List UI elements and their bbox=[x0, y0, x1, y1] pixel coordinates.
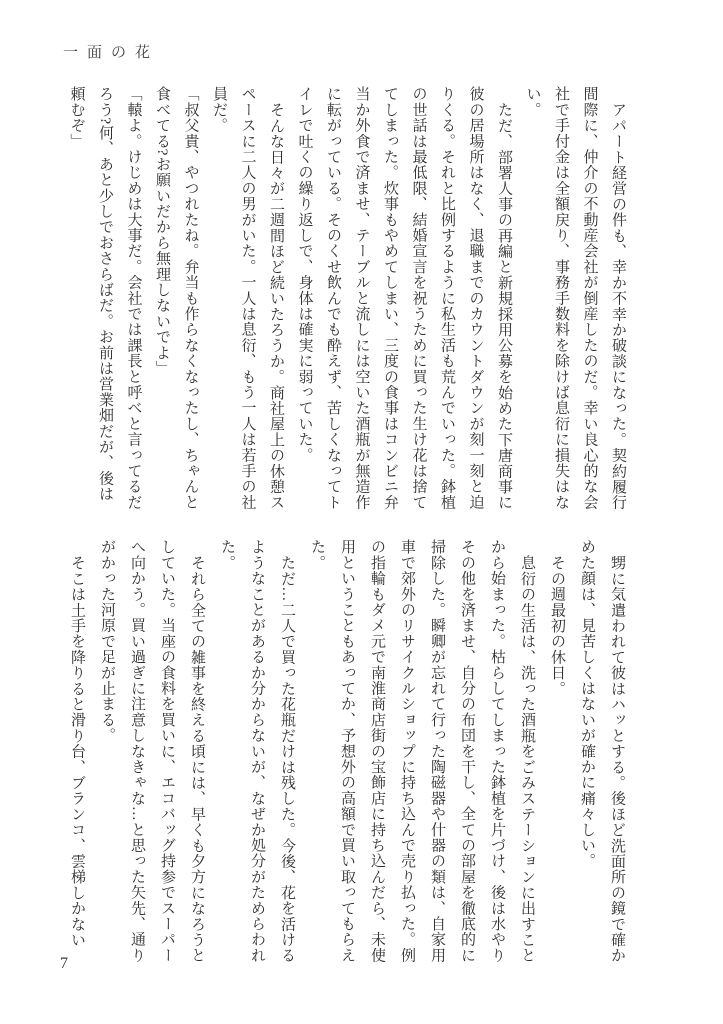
paragraph: アパート経営の件も、幸か不幸か破談になった。契約履行間際に、仲介の不動産会社が倒産したのだ。幸い良心的な会社で手付金は全額戻り、事務手数料を除けば息衍に損失はない。 bbox=[524, 86, 626, 510]
upper-text-block bbox=[62, 86, 632, 512]
paragraph: 「叔父貴、やつれたね。弁当も作らなくなったし、ちゃんと食べてる?お願いだから無理しないでよ」 bbox=[154, 86, 199, 510]
paragraph: 甥に気遣われて彼はハッとする。後ほど洗面所の鏡で確かめた顔は、見苦しくはないが確かに痛々しい。 bbox=[579, 539, 625, 963]
running-header-title: 一面の花 bbox=[63, 45, 160, 61]
paragraph: 「轅よ。けじめは大事だ。会社では課長と呼べと言ってるだろう?何、あと少しでおさらばだ。お前は営業畑だが、後は頼むぞ」 bbox=[68, 86, 142, 510]
paragraph: それら全ての雑事を終える頃には、早くも夕方になろうとしていた。当座の食料を買いに、エコバッグ持参でスーパーへ向かう。買い過ぎに注意しなきゃな…と思った矢先、通りがかった河原で足が止まる。 bbox=[99, 539, 205, 963]
paragraph: そこは土手を降りると滑り台、ブランコ、雲梯しかない bbox=[69, 554, 85, 948]
paragraph: その週最初の休日。 bbox=[549, 554, 565, 696]
paragraph: ただ、部署人事の再編と新規採用公募を始めた下唐商事に彼の居場所はなく、退職までのカウントダウンが刻一刻と迫りくる。それと比例するように私生活も荒んでいった。鉢植の世話は最低限、結婚宣言を祝うために買った生け花は捨ててしまった。炊事もやめてしまい、三度の食事はコンビニ弁当か外食で済ませ、テーブルと流しには空いた酒瓶が無造作に転がっている。そのくせ飲んでも酔えず、苦しくなってトイレで吐くの繰り返しで、身体は確実に弱っていた。 bbox=[296, 86, 512, 510]
paragraph: 息衍の生活は、洗った酒瓶をごみステーションに出すことから始まった。枯らしてしまった鉢植を片づけ、後は水やりその他を済ませ、自分の布団を干し、全ての部屋を徹底的に掃除した。瞬卿が忘れて行った陶磁器や什器の類は、自家用車で郊外のリサイクルショップに持ち込んで売り払った。例の指輪もダメ元で南淮商店街の宝飾店に持ち込んだら、未使用ということもあってか、予想外の高額で買い取ってもらえた。 bbox=[309, 539, 535, 963]
page-number: 7 bbox=[60, 955, 68, 972]
paragraph: そんな日々が二週間ほど続いたろうか。商社屋上の休憩スペースに二人の男がいた。一人は息衍、もう一人は若手の社員だ。 bbox=[211, 86, 284, 510]
paragraph: ただ…二人で買った花瓶だけは残した。今後、花を活けるようなことがあるか分からないが、なぜか処分がためらわれた。 bbox=[219, 539, 295, 963]
lower-text-block bbox=[62, 539, 632, 965]
